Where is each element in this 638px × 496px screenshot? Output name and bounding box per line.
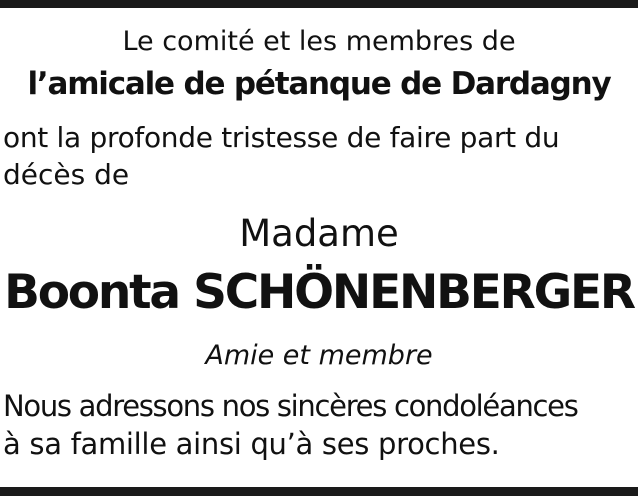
club-name: l’amicale de pétanque de Dardagny bbox=[27, 66, 611, 102]
relation-line: Amie et membre bbox=[205, 340, 433, 371]
bottom-border-rule bbox=[0, 487, 638, 496]
condolences-line-1: Nous adressons nos sincères condoléances bbox=[3, 389, 578, 423]
deceased-name: Boonta SCHÖNENBERGER bbox=[4, 265, 634, 320]
announcement-line-2: décès de bbox=[3, 158, 130, 191]
condolences-line-2: à sa famille ainsi qu’à ses proches. bbox=[3, 427, 500, 461]
honorific: Madame bbox=[239, 212, 399, 255]
committee-line: Le comité et les membres de bbox=[122, 26, 516, 57]
announcement-line-1: ont la profonde tristesse de faire part du bbox=[3, 121, 560, 154]
top-border-rule bbox=[0, 0, 638, 8]
